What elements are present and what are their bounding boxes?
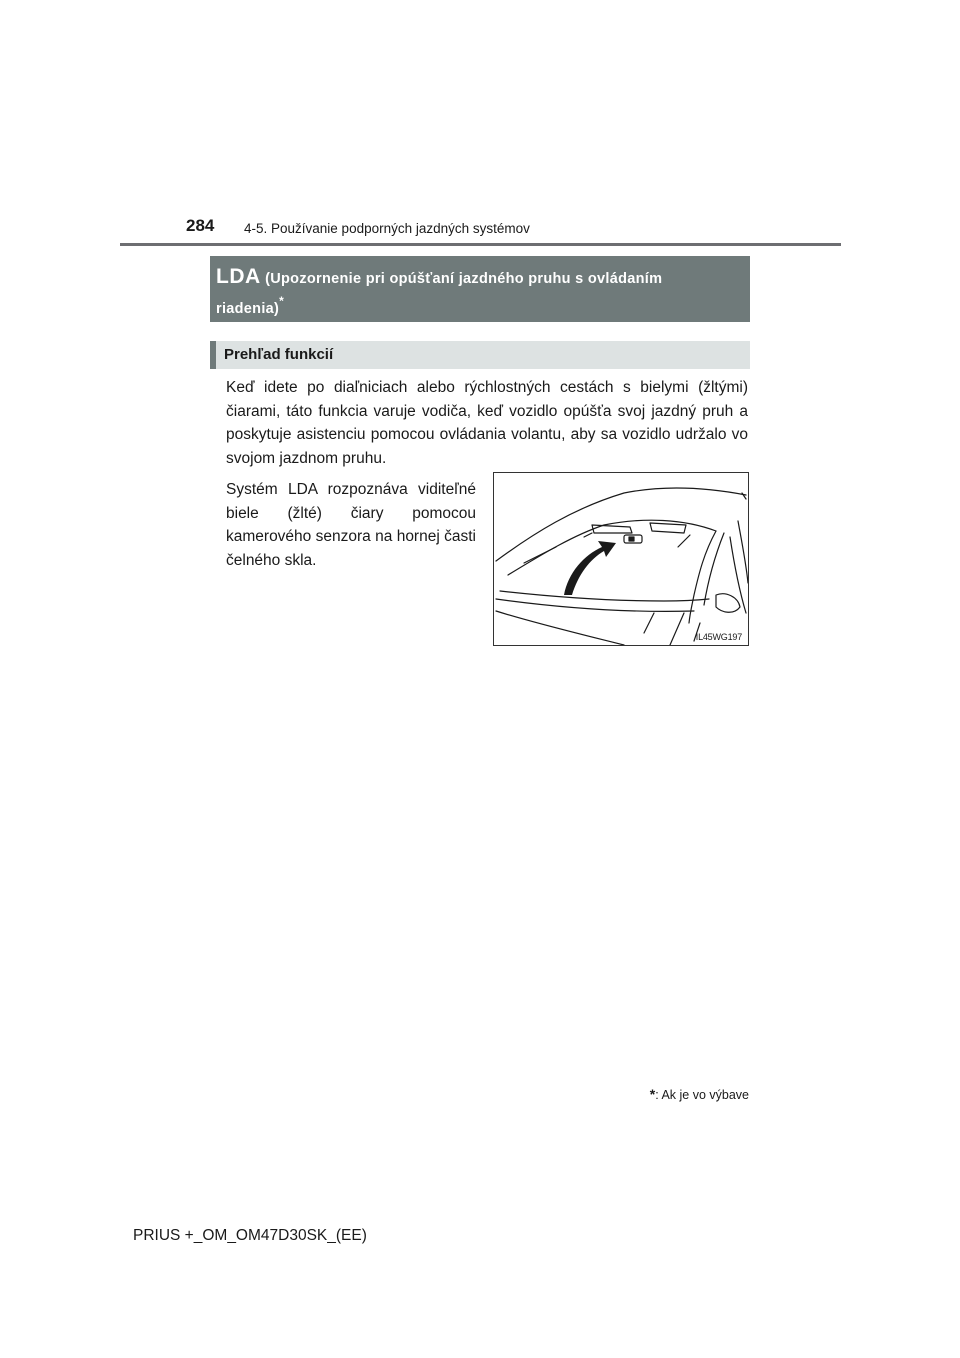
section-subtitle-line2: riadenia)	[216, 301, 280, 317]
section-title-banner	[210, 256, 750, 322]
figure-code: IL45WG197	[695, 632, 742, 642]
page-number: 284	[186, 216, 215, 235]
windshield-camera-figure	[493, 472, 749, 646]
windshield-camera-illustration-icon	[494, 473, 749, 646]
camera-housing	[592, 525, 632, 533]
roof-outline	[496, 488, 746, 561]
section-subtitle-line1: (Upozornenie pri opúšťaní jazdného pruhu s ovládaním	[265, 271, 663, 287]
document-code: PRIUS +_OM_OM47D30SK_(EE)	[133, 1227, 367, 1244]
side-mirror	[716, 594, 740, 613]
arrow-icon	[564, 541, 616, 595]
footnote	[650, 1086, 749, 1102]
footnote-text: : Ak je vo výbave	[655, 1088, 749, 1102]
section-title: LDA	[216, 265, 261, 288]
subsection-title: Prehľad funkcií	[210, 341, 750, 369]
header-divider	[120, 243, 841, 246]
intro-paragraph: Keď idete po diaľniciach alebo rýchlostných cestách s bielymi (žltými) čiarami, táto funkcia varuje vodiča, keď vozidlo opúšťa svoj jazdný pruh a poskytuje asistenciu pomocou ovládania volantu, aby sa vozidlo udržalo vo svojom jazdnom pruhu.	[226, 379, 748, 467]
footnote-marker: *	[649, 1086, 656, 1102]
camera-description-paragraph: Systém LDA rozpoznáva viditeľné biele (žlté) čiary pomocou kamerového senzora na hornej časti čelného skla.	[226, 481, 476, 569]
section-footnote-marker: *	[279, 293, 284, 308]
chapter-title: 4-5. Používanie podporných jazdných systémov	[244, 221, 530, 236]
windshield-bottom-edge	[500, 591, 709, 601]
